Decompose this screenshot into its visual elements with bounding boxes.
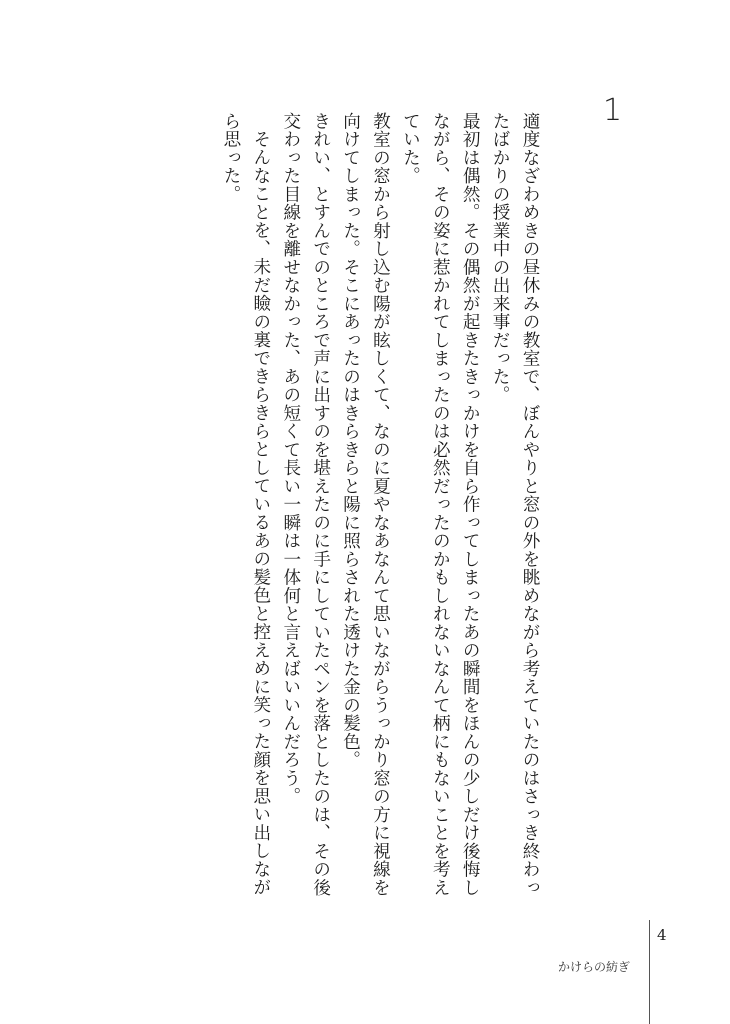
paragraph: 適度なざわめきの昼休みの教室で、ぼんやりと窓の外を眺めながら考えていたのはさっき終わったばかりの授業中の出来事だった。 <box>490 112 540 897</box>
paragraph: 最初は偶然。その偶然が起きたきっかけを自ら作ってしまったあの瞬間をほんの少しだけ後悔しながら、その姿に惹かれてしまったのは必然だったのかもしれないなんて柄にもないことを考えていた。 <box>400 112 481 897</box>
footer-divider <box>649 920 650 1024</box>
chapter-number: 1 <box>603 93 623 128</box>
page-number: 4 <box>657 926 667 944</box>
paragraph: 教室の窓から射し込む陽が眩しくて、なのに夏やなあなんて思いながらうっかり窓の方に視線を向けてしまった。そこにあったのはきらきらと陽に照らされた透けた金の髪色。 <box>340 112 391 897</box>
paragraph: きれい、とすんでのところで声に出すのを堪えたのに手にしていたペンを落としたのは、その後交わった目線を離せなかった、あの短くて長い一瞬は一体何と言えばいいんだろう。 <box>280 112 331 897</box>
body-text <box>215 112 544 912</box>
running-title: かけらの紡ぎ <box>558 960 631 974</box>
paragraph: そんなことを、未だ瞼の裏できらきらとしているあの髪色と控えめに笑った顔を思い出しながら思った。 <box>220 112 271 897</box>
